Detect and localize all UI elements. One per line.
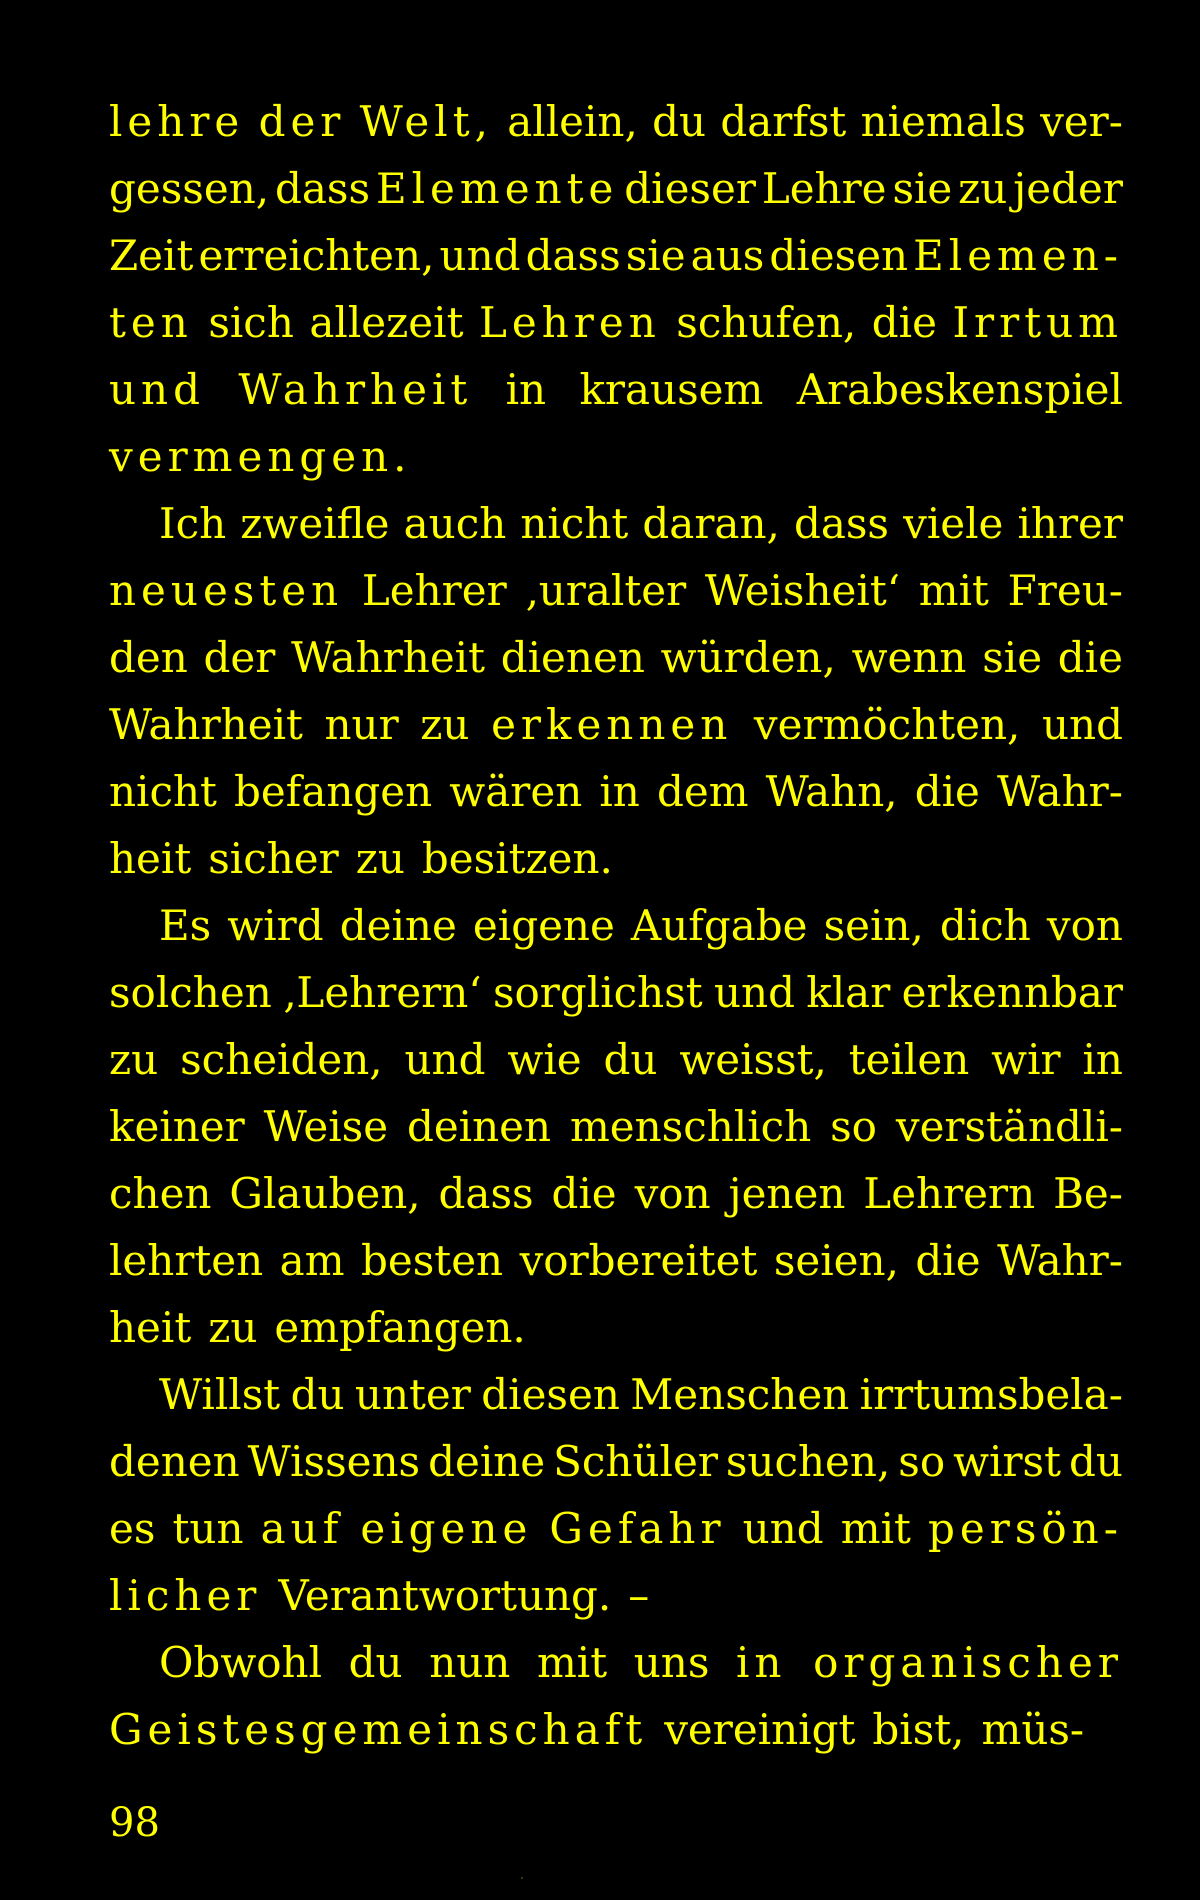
word: verständli- xyxy=(895,1102,1123,1151)
word: Glauben, xyxy=(229,1169,421,1218)
word: keiner xyxy=(109,1102,245,1151)
word: der xyxy=(203,633,276,682)
spaced-word: Lehren xyxy=(478,298,661,347)
text-line xyxy=(109,1629,1123,1696)
word: dieser xyxy=(624,164,756,213)
word: zu xyxy=(420,700,470,749)
word: mit xyxy=(918,566,989,615)
word: in xyxy=(599,767,640,816)
word: erkennbar xyxy=(901,968,1123,1017)
word: Schüler xyxy=(553,1437,718,1486)
paragraph xyxy=(109,1361,1123,1629)
text-line xyxy=(109,1093,1123,1160)
spaced-word: erkennen xyxy=(491,700,733,749)
word: so xyxy=(898,1437,946,1486)
word: jeder xyxy=(1013,164,1123,213)
spaced-word: Irrtum xyxy=(952,298,1123,347)
text-line xyxy=(109,959,1123,1026)
word: nun xyxy=(429,1638,511,1687)
word: dienen xyxy=(500,633,645,682)
body-text xyxy=(109,88,1123,1763)
spaced-word: Geistesgemeinschaft xyxy=(109,1705,648,1754)
word: Ich xyxy=(159,499,227,548)
paragraph xyxy=(109,88,1123,490)
text-line xyxy=(109,1160,1123,1227)
spaced-word: ten xyxy=(109,298,193,347)
word: dass xyxy=(525,231,621,280)
scan-speck xyxy=(521,1877,523,1879)
word: zu xyxy=(208,1303,258,1352)
word: und xyxy=(1041,700,1123,749)
word: dass xyxy=(793,499,889,548)
text-line xyxy=(109,691,1123,758)
word: Menschen xyxy=(630,1370,850,1419)
word: weisst, xyxy=(679,1035,827,1084)
word: dich xyxy=(939,901,1031,950)
word: wie xyxy=(507,1035,582,1084)
word: klar xyxy=(806,968,891,1017)
word: und xyxy=(439,231,521,280)
word: vermöchten, xyxy=(753,700,1021,749)
text-line xyxy=(109,1562,1123,1629)
word: wird xyxy=(227,901,324,950)
spaced-word: neuesten xyxy=(109,566,344,615)
word: empfangen. xyxy=(274,1303,526,1352)
word: vereinigt xyxy=(664,1705,856,1754)
spaced-word: lehre xyxy=(109,97,245,146)
word: in xyxy=(1082,1035,1123,1084)
text-line xyxy=(109,356,1123,423)
word: sich xyxy=(208,298,294,347)
text-line xyxy=(109,490,1123,557)
word: viele xyxy=(903,499,1004,548)
spaced-word: auf xyxy=(260,1504,344,1553)
word: besten xyxy=(361,1236,504,1285)
word: du xyxy=(348,1638,403,1687)
word: ihrer xyxy=(1017,499,1123,548)
text-line xyxy=(109,1026,1123,1093)
word: Lehrern xyxy=(863,1169,1036,1218)
page-number: 98 xyxy=(109,1800,160,1846)
word: die xyxy=(915,1236,981,1285)
word: Wahn, xyxy=(765,767,898,816)
word: – xyxy=(628,1571,650,1620)
text-line xyxy=(109,557,1123,624)
word: Wahr- xyxy=(997,1236,1123,1285)
word: eigene xyxy=(472,901,615,950)
word: deine xyxy=(428,1437,546,1486)
text-line xyxy=(109,88,1123,155)
word: Be- xyxy=(1053,1169,1123,1218)
spaced-word: Elemente xyxy=(375,164,619,213)
word: du xyxy=(290,1370,345,1419)
word: sie xyxy=(625,231,686,280)
text-line xyxy=(109,222,1123,289)
text-line xyxy=(109,825,1123,892)
word: befangen xyxy=(234,767,433,816)
text-line xyxy=(109,289,1123,356)
word: jenen xyxy=(728,1169,846,1218)
word: Wahrheit xyxy=(109,700,303,749)
word: auch xyxy=(403,499,507,548)
word: den xyxy=(109,633,188,682)
spaced-word: licher xyxy=(109,1571,262,1620)
word: deine xyxy=(339,901,457,950)
text-line xyxy=(109,1428,1123,1495)
spaced-word: in xyxy=(735,1638,787,1687)
word: Lehre xyxy=(761,164,887,213)
word: darfst xyxy=(720,97,847,146)
word: Arabeskenspiel xyxy=(796,365,1123,414)
word: aus xyxy=(690,231,765,280)
word: Wahrheit xyxy=(291,633,485,682)
word: die xyxy=(1057,633,1123,682)
word: krausem xyxy=(579,365,764,414)
word: dass xyxy=(438,1169,534,1218)
word: zu xyxy=(109,1035,159,1084)
word: wir xyxy=(991,1035,1061,1084)
word: erreichten, xyxy=(198,231,435,280)
word: scheiden, xyxy=(180,1035,383,1084)
text-line xyxy=(109,758,1123,825)
word: dem xyxy=(656,767,749,816)
word: diesen xyxy=(769,231,909,280)
paragraph xyxy=(109,892,1123,1361)
word: chen xyxy=(109,1169,212,1218)
word: uns xyxy=(633,1638,710,1687)
spaced-word: und xyxy=(109,365,205,414)
word: zweifle xyxy=(240,499,390,548)
word: müs- xyxy=(981,1705,1085,1754)
word: teilen xyxy=(848,1035,970,1084)
word: Obwohl xyxy=(159,1638,323,1687)
word: ‚Lehrern‘ xyxy=(283,968,482,1017)
word: Es xyxy=(159,901,212,950)
word: allein, xyxy=(507,97,638,146)
word: die xyxy=(551,1169,617,1218)
word: ver- xyxy=(1040,97,1123,146)
text-line xyxy=(109,423,1123,490)
word: tun xyxy=(172,1504,244,1553)
word: sie xyxy=(892,164,953,213)
word: die xyxy=(914,767,980,816)
word: Lehrer xyxy=(361,566,507,615)
word: sie xyxy=(982,633,1043,682)
word: irrtumsbela- xyxy=(859,1370,1123,1419)
word: Verantwortung. xyxy=(278,1571,612,1620)
spaced-word: Gefahr xyxy=(549,1504,726,1553)
word: die xyxy=(871,298,937,347)
word: Aufgabe xyxy=(630,901,808,950)
word: sein, xyxy=(823,901,924,950)
spaced-word: Welt, xyxy=(359,97,493,146)
word: Weisheit‘ xyxy=(704,566,901,615)
word: nicht xyxy=(520,499,629,548)
word: würden, xyxy=(660,633,836,682)
text-line xyxy=(109,1294,1123,1361)
word: heit xyxy=(109,834,192,883)
word: Wissens xyxy=(247,1437,421,1486)
text-line xyxy=(109,1227,1123,1294)
word: heit xyxy=(109,1303,192,1352)
word: nicht xyxy=(109,767,217,816)
paragraph xyxy=(109,490,1123,892)
word: solchen xyxy=(109,968,272,1017)
word: in xyxy=(505,365,547,414)
word: bist, xyxy=(872,1705,965,1754)
word: seien, xyxy=(773,1236,899,1285)
word: und xyxy=(404,1035,486,1084)
text-line xyxy=(109,1495,1123,1562)
spaced-word: persön- xyxy=(928,1504,1123,1553)
text-line xyxy=(109,155,1123,222)
word: von xyxy=(1046,901,1123,950)
spaced-word: Wahrheit xyxy=(238,365,473,414)
word: besitzen. xyxy=(421,834,613,883)
spaced-word: eigene xyxy=(360,1504,533,1553)
word: du xyxy=(603,1035,658,1084)
spaced-word: vermengen. xyxy=(109,432,412,481)
word: so xyxy=(830,1102,877,1151)
word: sorglichst xyxy=(492,968,703,1017)
word: und xyxy=(742,1504,824,1553)
word: mit xyxy=(536,1638,608,1687)
word: wären xyxy=(449,767,583,816)
word: lehrten xyxy=(109,1236,264,1285)
word: Zeit xyxy=(109,231,194,280)
word: denen xyxy=(109,1437,240,1486)
word: wirst xyxy=(953,1437,1061,1486)
word: ‚uralter xyxy=(525,566,687,615)
word: am xyxy=(279,1236,345,1285)
spaced-word: organischer xyxy=(813,1638,1123,1687)
spaced-word: Elemen- xyxy=(913,231,1123,280)
word: zu xyxy=(355,834,405,883)
word: Wahr- xyxy=(997,767,1123,816)
word: von xyxy=(634,1169,711,1218)
spaced-word: der xyxy=(258,97,346,146)
word: niemals xyxy=(860,97,1026,146)
word: dass xyxy=(275,164,371,213)
word: mit xyxy=(840,1504,911,1553)
word: suchen, xyxy=(725,1437,891,1486)
word: sicher xyxy=(208,834,339,883)
word: gessen, xyxy=(109,164,270,213)
word: und xyxy=(713,968,795,1017)
word: wenn xyxy=(851,633,967,682)
word: unter xyxy=(354,1370,471,1419)
text-line xyxy=(109,624,1123,691)
word: menschlich xyxy=(569,1102,812,1151)
word: allezeit xyxy=(309,298,464,347)
word: du xyxy=(1068,1437,1123,1486)
word: daran, xyxy=(642,499,780,548)
word: vorbereitet xyxy=(519,1236,758,1285)
word: schufen, xyxy=(676,298,857,347)
paragraph xyxy=(109,1629,1123,1763)
word: deinen xyxy=(406,1102,552,1151)
text-line xyxy=(109,1361,1123,1428)
word: du xyxy=(652,97,707,146)
text-line xyxy=(109,892,1123,959)
word: es xyxy=(109,1504,156,1553)
word: diesen xyxy=(481,1370,620,1419)
text-line xyxy=(109,1696,1123,1763)
word: Weise xyxy=(263,1102,389,1151)
word: zu xyxy=(958,164,1008,213)
word: Freu- xyxy=(1007,566,1123,615)
word: nur xyxy=(324,700,399,749)
word: Willst xyxy=(159,1370,281,1419)
